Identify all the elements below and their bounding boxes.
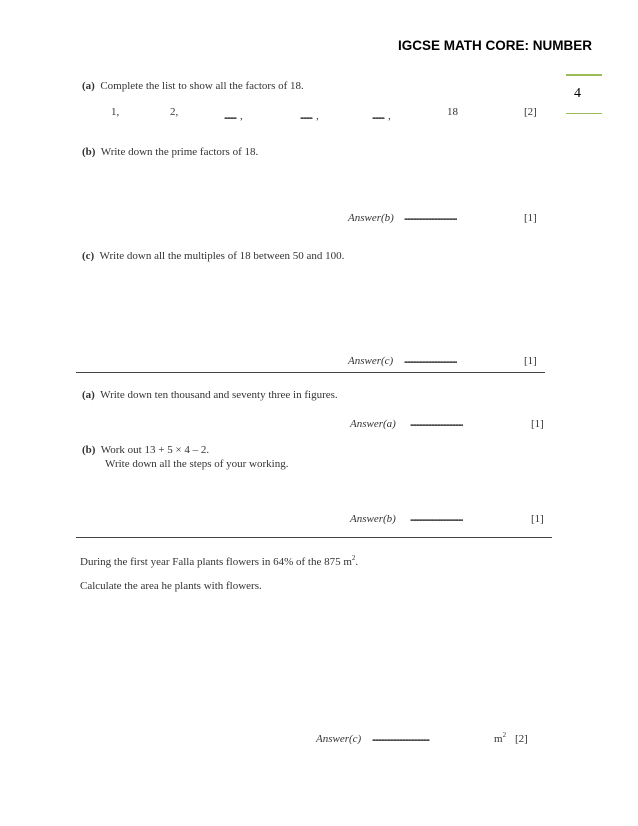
q1a-text: Complete the list to show all the factors of 18.: [100, 80, 304, 92]
q1a-blank-2[interactable]: [300, 106, 319, 124]
q1a-blank-1[interactable]: [224, 106, 243, 124]
q2b-text-line-2: Write down all the steps of your working.: [105, 458, 289, 470]
q1b-answer-field[interactable]: ...................................: [404, 212, 457, 223]
q1a-blank-2-comma: ,: [316, 110, 319, 122]
page-header-title: IGCSE MATH CORE: NUMBER: [398, 38, 592, 53]
q2a-label: (a): [82, 389, 95, 401]
q1b-label: (b): [82, 146, 96, 158]
page-number-rule-bottom: [566, 113, 602, 114]
q1a-blank-2-dots: ........: [300, 111, 312, 122]
q1c-answer-label: Answer(c): [348, 355, 394, 367]
q1b-answer-label: Answer(b): [348, 212, 394, 224]
page-number-rule-top: [566, 74, 602, 76]
q1a-label: (a): [82, 80, 95, 92]
q1a-blank-3[interactable]: [372, 106, 391, 124]
q1b-text: Write down the prime factors of 18.: [100, 146, 259, 158]
section-divider-2: [76, 537, 552, 538]
q2a-text: Write down ten thousand and seventy three in figures.: [100, 389, 338, 401]
q2a-answer-label: Answer(a): [350, 418, 396, 430]
q1a-factor-1: 1,: [111, 106, 120, 118]
q3-answer-label: Answer(c): [316, 733, 362, 745]
q3-text-line-1: [80, 554, 358, 568]
q2a-marks: [1]: [531, 418, 544, 430]
q1a-factor-2: 2,: [170, 106, 179, 118]
q1a-marks: [2]: [524, 106, 537, 118]
q1a-prompt: [82, 80, 304, 92]
section-divider-1: [76, 372, 545, 373]
q3-marks: [2]: [515, 733, 528, 745]
q3-text-line-1-superscript: 2: [351, 554, 356, 562]
q2a-prompt: [82, 389, 338, 401]
q1c-label: (c): [82, 250, 95, 262]
q3-answer-field[interactable]: ......................................: [372, 733, 429, 744]
q2b-answer-field[interactable]: ...................................: [410, 513, 463, 524]
q2b-text: Work out 13 + 5 × 4 – 2.: [100, 444, 210, 456]
q1a-blank-1-comma: ,: [240, 110, 243, 122]
q3-unit: [494, 731, 506, 745]
q3-unit-symbol: m: [494, 733, 503, 745]
q1b-marks: [1]: [524, 212, 537, 224]
q3-text-line-1-body: During the first year Falla plants flowers in 64% of the 875 m: [80, 556, 352, 568]
q1c-prompt: [82, 250, 344, 262]
q1a-blank-3-comma: ,: [388, 110, 391, 122]
q1a-blank-1-dots: ........: [224, 111, 236, 122]
q1c-marks: [1]: [524, 355, 537, 367]
q3-unit-superscript: 2: [502, 731, 507, 739]
q1c-answer-field[interactable]: ...................................: [404, 355, 457, 366]
q1c-text: Write down all the multiples of 18 between 50 and 100.: [99, 250, 345, 262]
q2b-prompt: [82, 444, 209, 456]
q2b-answer-label: Answer(b): [350, 513, 396, 525]
q2a-answer-field[interactable]: ...................................: [410, 418, 463, 429]
q2b-label: (b): [82, 444, 96, 456]
q1a-factor-18: 18: [447, 106, 458, 118]
q3-text-line-2: Calculate the area he plants with flowers.: [80, 580, 262, 592]
q2b-marks: [1]: [531, 513, 544, 525]
q1b-prompt: [82, 146, 258, 158]
page-number: 4: [574, 86, 581, 101]
q3-text-line-1-end: .: [355, 556, 359, 568]
q1a-blank-3-dots: ........: [372, 111, 384, 122]
